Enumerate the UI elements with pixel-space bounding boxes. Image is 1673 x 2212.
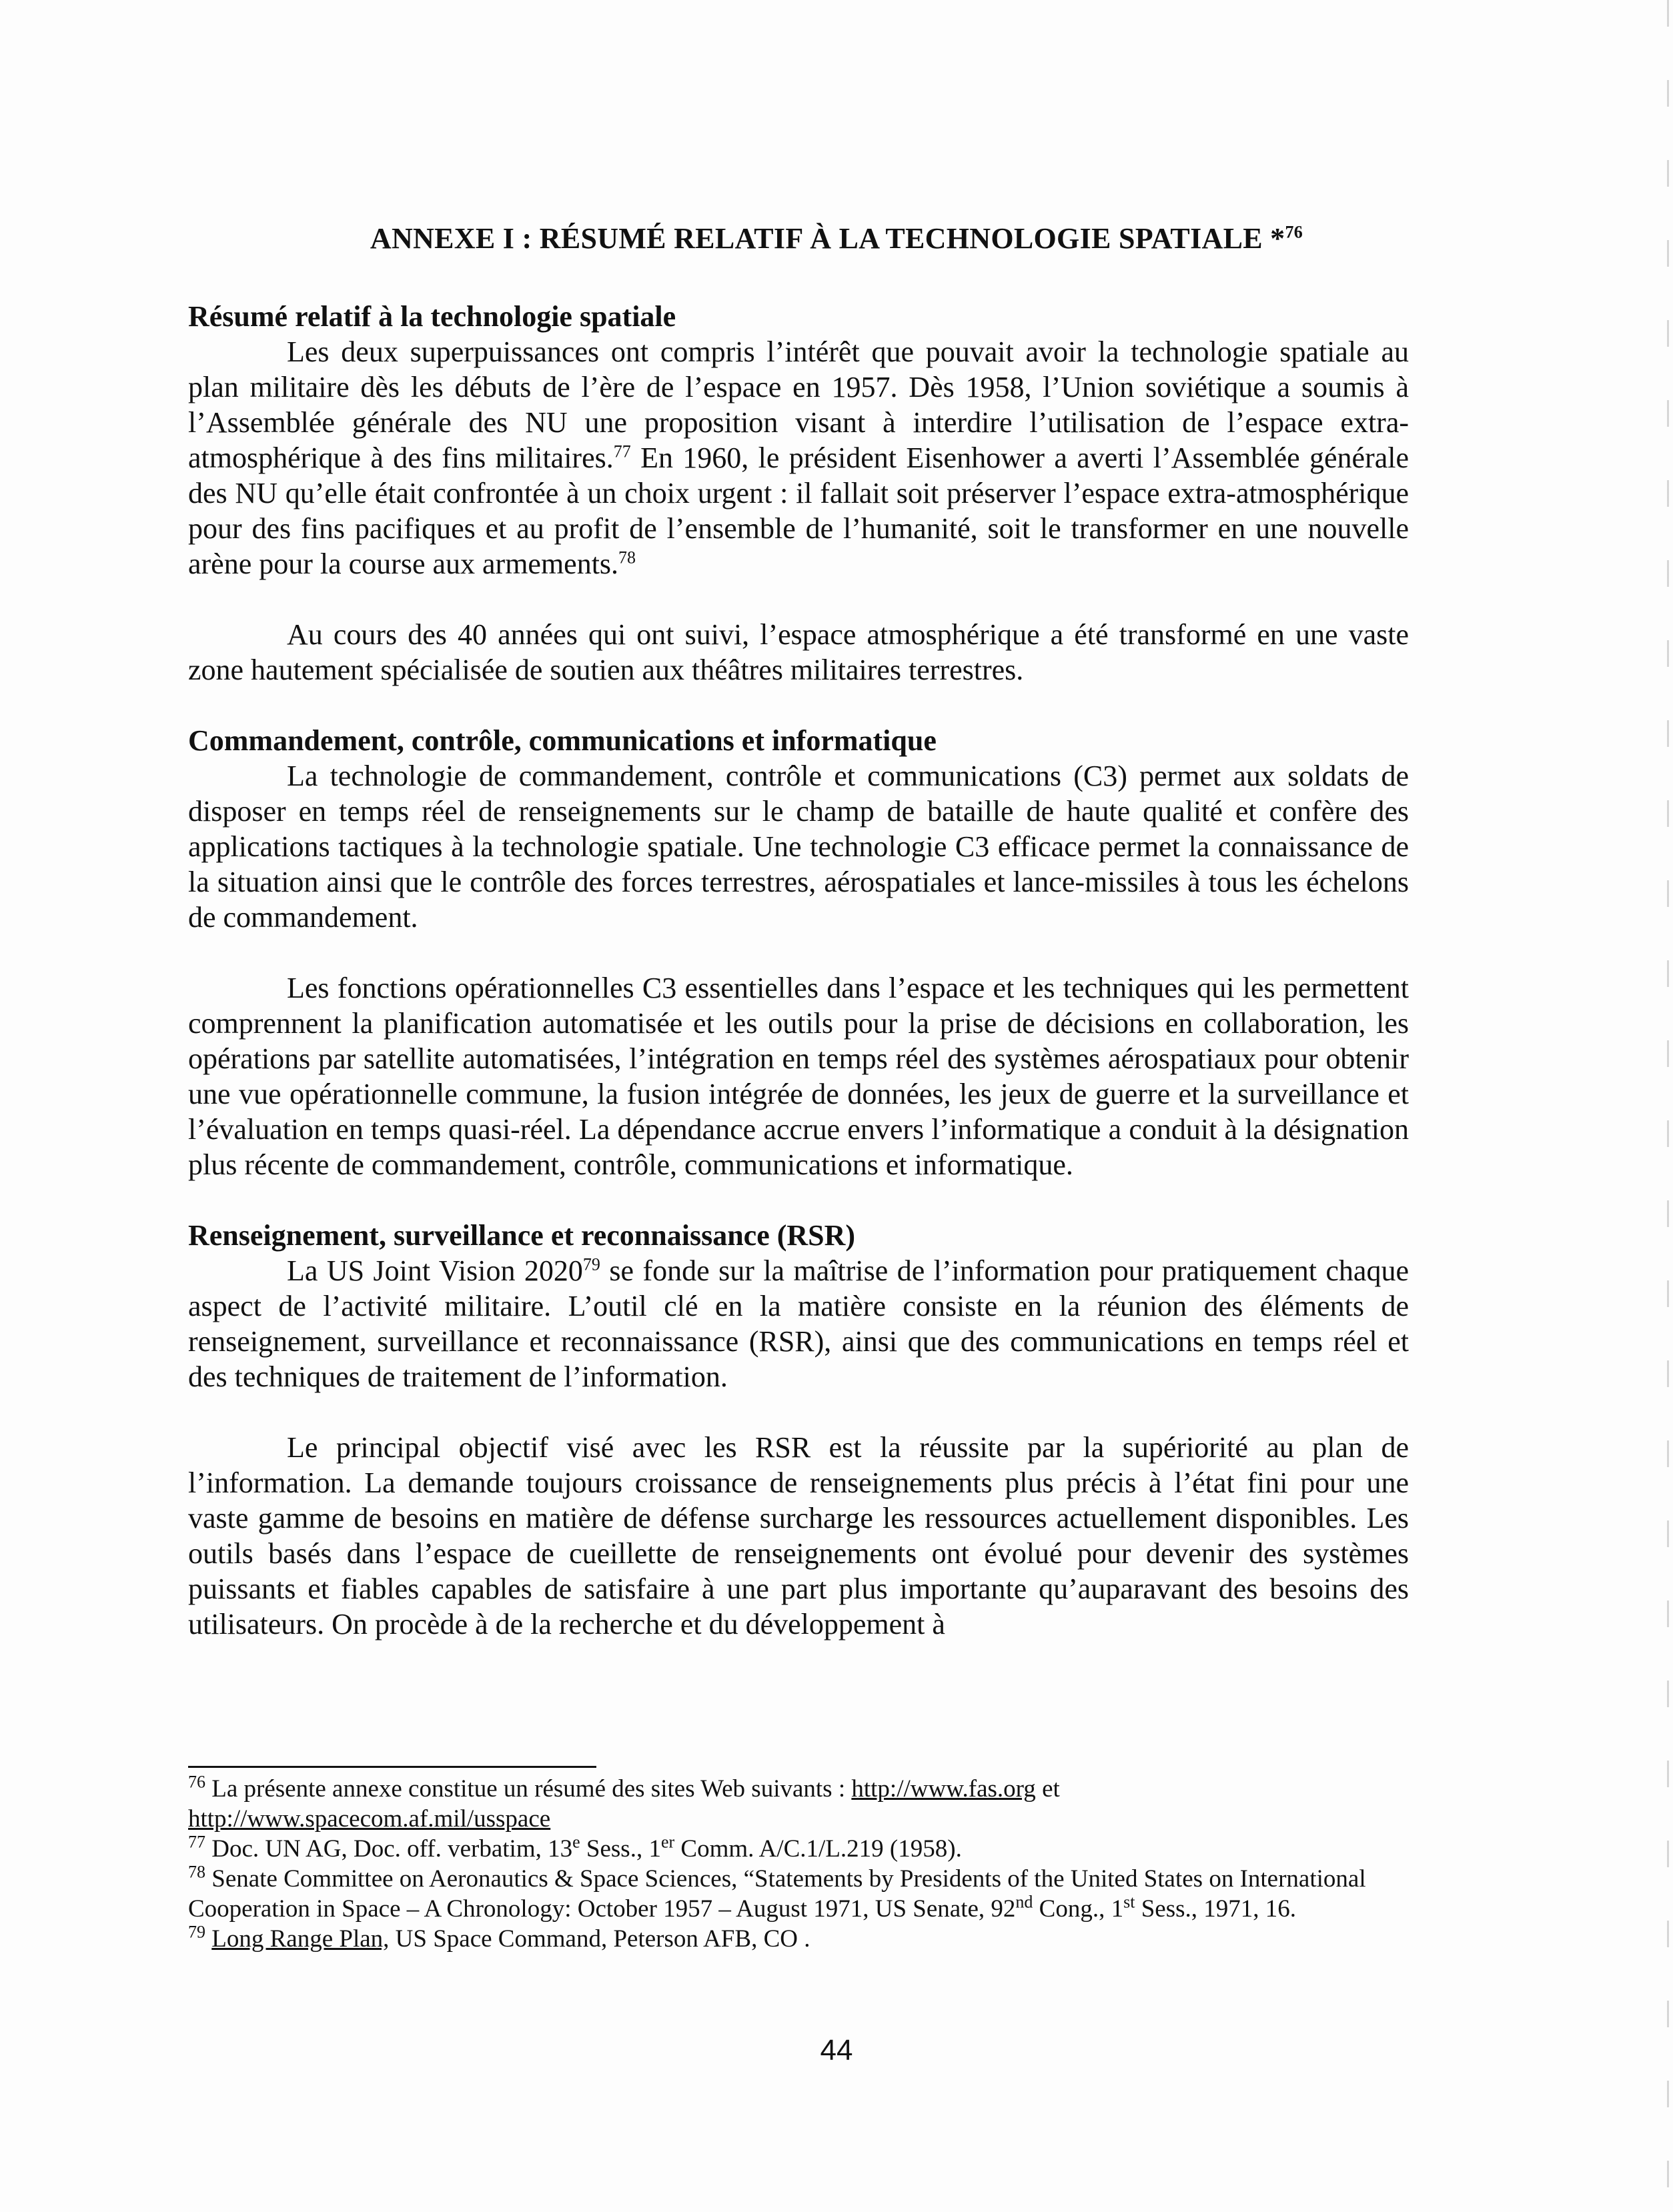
footnote-text: Sess., 1971, 16. — [1135, 1895, 1297, 1923]
footnote-text: Doc. UN AG, Doc. off. verbatim, 13 — [205, 1835, 573, 1863]
scan-edge-artifact — [1667, 0, 1669, 2212]
ordinal-suffix: nd — [1015, 1892, 1033, 1912]
footnote-ref-78: 78 — [618, 547, 636, 568]
paragraph-c3-functions: Les fonctions opérationnelles C3 essentielles dans l’espace et les techniques qui les permettent comprennent la planification automatisée et les outils pour la prise de décisions en collaboration, les opérations par satellite automatisées, l’intégration en temps réel des systèmes aérospatiaux pour obtenir une vue opérationnelle commune, la fusion intégrée de données, les jeux de guerre et la surveillance et l’évaluation en temps quasi-réel. La dépendance accrue envers l’informatique a conduit à la désignation plus récente de commandement, contrôle, communications et informatique. — [188, 972, 1409, 1181]
ordinal-suffix: st — [1123, 1892, 1135, 1912]
paragraph-text: En 1960, le président Eisenhower a averti l’Assemblée générale des NU qu’elle était confrontée à un choix urgent : il fallait soit préserver l’espace extra-atmosphérique pour des fins pacifiques et au profit de l’ensemble de l’humanité, soit le transformer en une nouvelle arène pour la course aux armements. — [188, 441, 1410, 580]
footnote-text: La présente annexe constitue un résumé des sites Web suivants : — [205, 1775, 852, 1803]
paragraph-forty-years: Au cours des 40 années qui ont suivi, l’espace atmosphérique a été transformé en une vaste zone hautement spécialisée de soutien aux théâtres militaires terrestres. — [188, 618, 1409, 686]
footnote-number: 78 — [188, 1862, 205, 1882]
paragraph-rsr-objective: Le principal objectif visé avec les RSR est la réussite par la supériorité au plan de l’information. La demande toujours croissance de renseignements plus précis à l’état fini pour une vaste gamme de besoins en matière de défense surcharge les ressources actuellement disponibles. Les outils basés dans l’espace de cueillette de renseignements ont évolué pour devenir des systèmes puissants et fiables capables de satisfaire à une part plus importante qu’auparavant des besoins des utilisateurs. On procède à de la recherche et du développement à — [188, 1431, 1409, 1640]
paragraph-c3-technology: La technologie de commandement, contrôle et communications (C3) permet aux soldats de disposer en temps réel de renseignements sur le champ de bataille de haute qualité et confère des applications tactiques à la technologie spatiale. Une technologie C3 efficace permet la connaissance de la situation ainsi que le contrôle des forces terrestres, aérospatiales et lance-missiles à tous les échelons de commandement. — [188, 760, 1409, 934]
title-text: ANNEXE I : RÉSUMÉ RELATIF À LA TECHNOLOGIE SPATIALE * — [370, 222, 1285, 255]
footnote-separator — [188, 1766, 596, 1768]
footnote-ref-79: 79 — [582, 1254, 600, 1274]
footnotes — [188, 1774, 1442, 1954]
footnote-77 — [188, 1834, 1442, 1864]
spacecom-link[interactable]: http://www.spacecom.af.mil/usspace — [188, 1805, 551, 1833]
footnote-text: Senate Committee on Aeronautics & Space Sciences, “Statements by Presidents of the United States on International Cooperation in Space – A Chronology: October 1957 – August 1971, US Senate, 92 — [188, 1865, 1366, 1923]
title-footnote-ref: 76 — [1285, 222, 1303, 242]
footnote-number: 76 — [188, 1772, 205, 1792]
footnote-text: Comm. A/C.1/L.219 (1958). — [674, 1835, 962, 1863]
ordinal-suffix: er — [660, 1832, 675, 1852]
page-title — [0, 221, 1673, 255]
footnote-text: et — [1035, 1775, 1060, 1803]
footnote-number: 77 — [188, 1832, 205, 1852]
footnote-ref-77: 77 — [613, 441, 631, 461]
footnote-text: Sess., 1 — [580, 1835, 661, 1863]
paragraph-superpowers — [188, 334, 1409, 582]
section-heading-c4: Commandement, contrôle, communications et informatique — [188, 724, 937, 757]
section-heading-rsr: Renseignement, surveillance et reconnaissance (RSR) — [188, 1219, 856, 1252]
paragraph-text: se fonde sur la maîtrise de l’information pour pratiquement chaque aspect de l’activité militaire. L’outil clé en la matière consiste en la réunion des éléments de renseignement, surveillance et reconnaissance (RSR), ainsi que des communications en temps réel et des techniques de traitement de l’information. — [188, 1254, 1409, 1393]
fas-link[interactable]: http://www.fas.org — [851, 1775, 1036, 1803]
paragraph-joint-vision — [188, 1253, 1409, 1394]
paragraph-text: Les deux superpuissances ont compris l’intérêt que pouvait avoir la technologie spatiale au plan militaire dès les débuts de l’ère de l’espace en 1957. Dès 1958, l’Union soviétique a soumis à l’Assemblée générale des NU une proposition visant à interdire l’utilisation de l’espace extra-atmosphérique à des fins militaires. — [188, 335, 1409, 474]
footnote-79 — [188, 1924, 1442, 1954]
long-range-plan-link[interactable]: Long Range Plan, — [211, 1925, 390, 1953]
footnote-number: 79 — [188, 1922, 205, 1942]
ordinal-suffix: e — [572, 1832, 580, 1852]
page-number: 44 — [820, 2034, 853, 2067]
section-heading-space-technology: Résumé relatif à la technologie spatiale — [188, 300, 676, 333]
footnote-text: US Space Command, Peterson AFB, CO . — [389, 1925, 810, 1953]
paragraph-text: La US Joint Vision 2020 — [287, 1254, 583, 1287]
document-body — [188, 299, 1409, 1642]
footnote-76 — [188, 1774, 1442, 1834]
footnote-text: Cong., 1 — [1033, 1895, 1124, 1923]
footnote-78 — [188, 1864, 1442, 1924]
